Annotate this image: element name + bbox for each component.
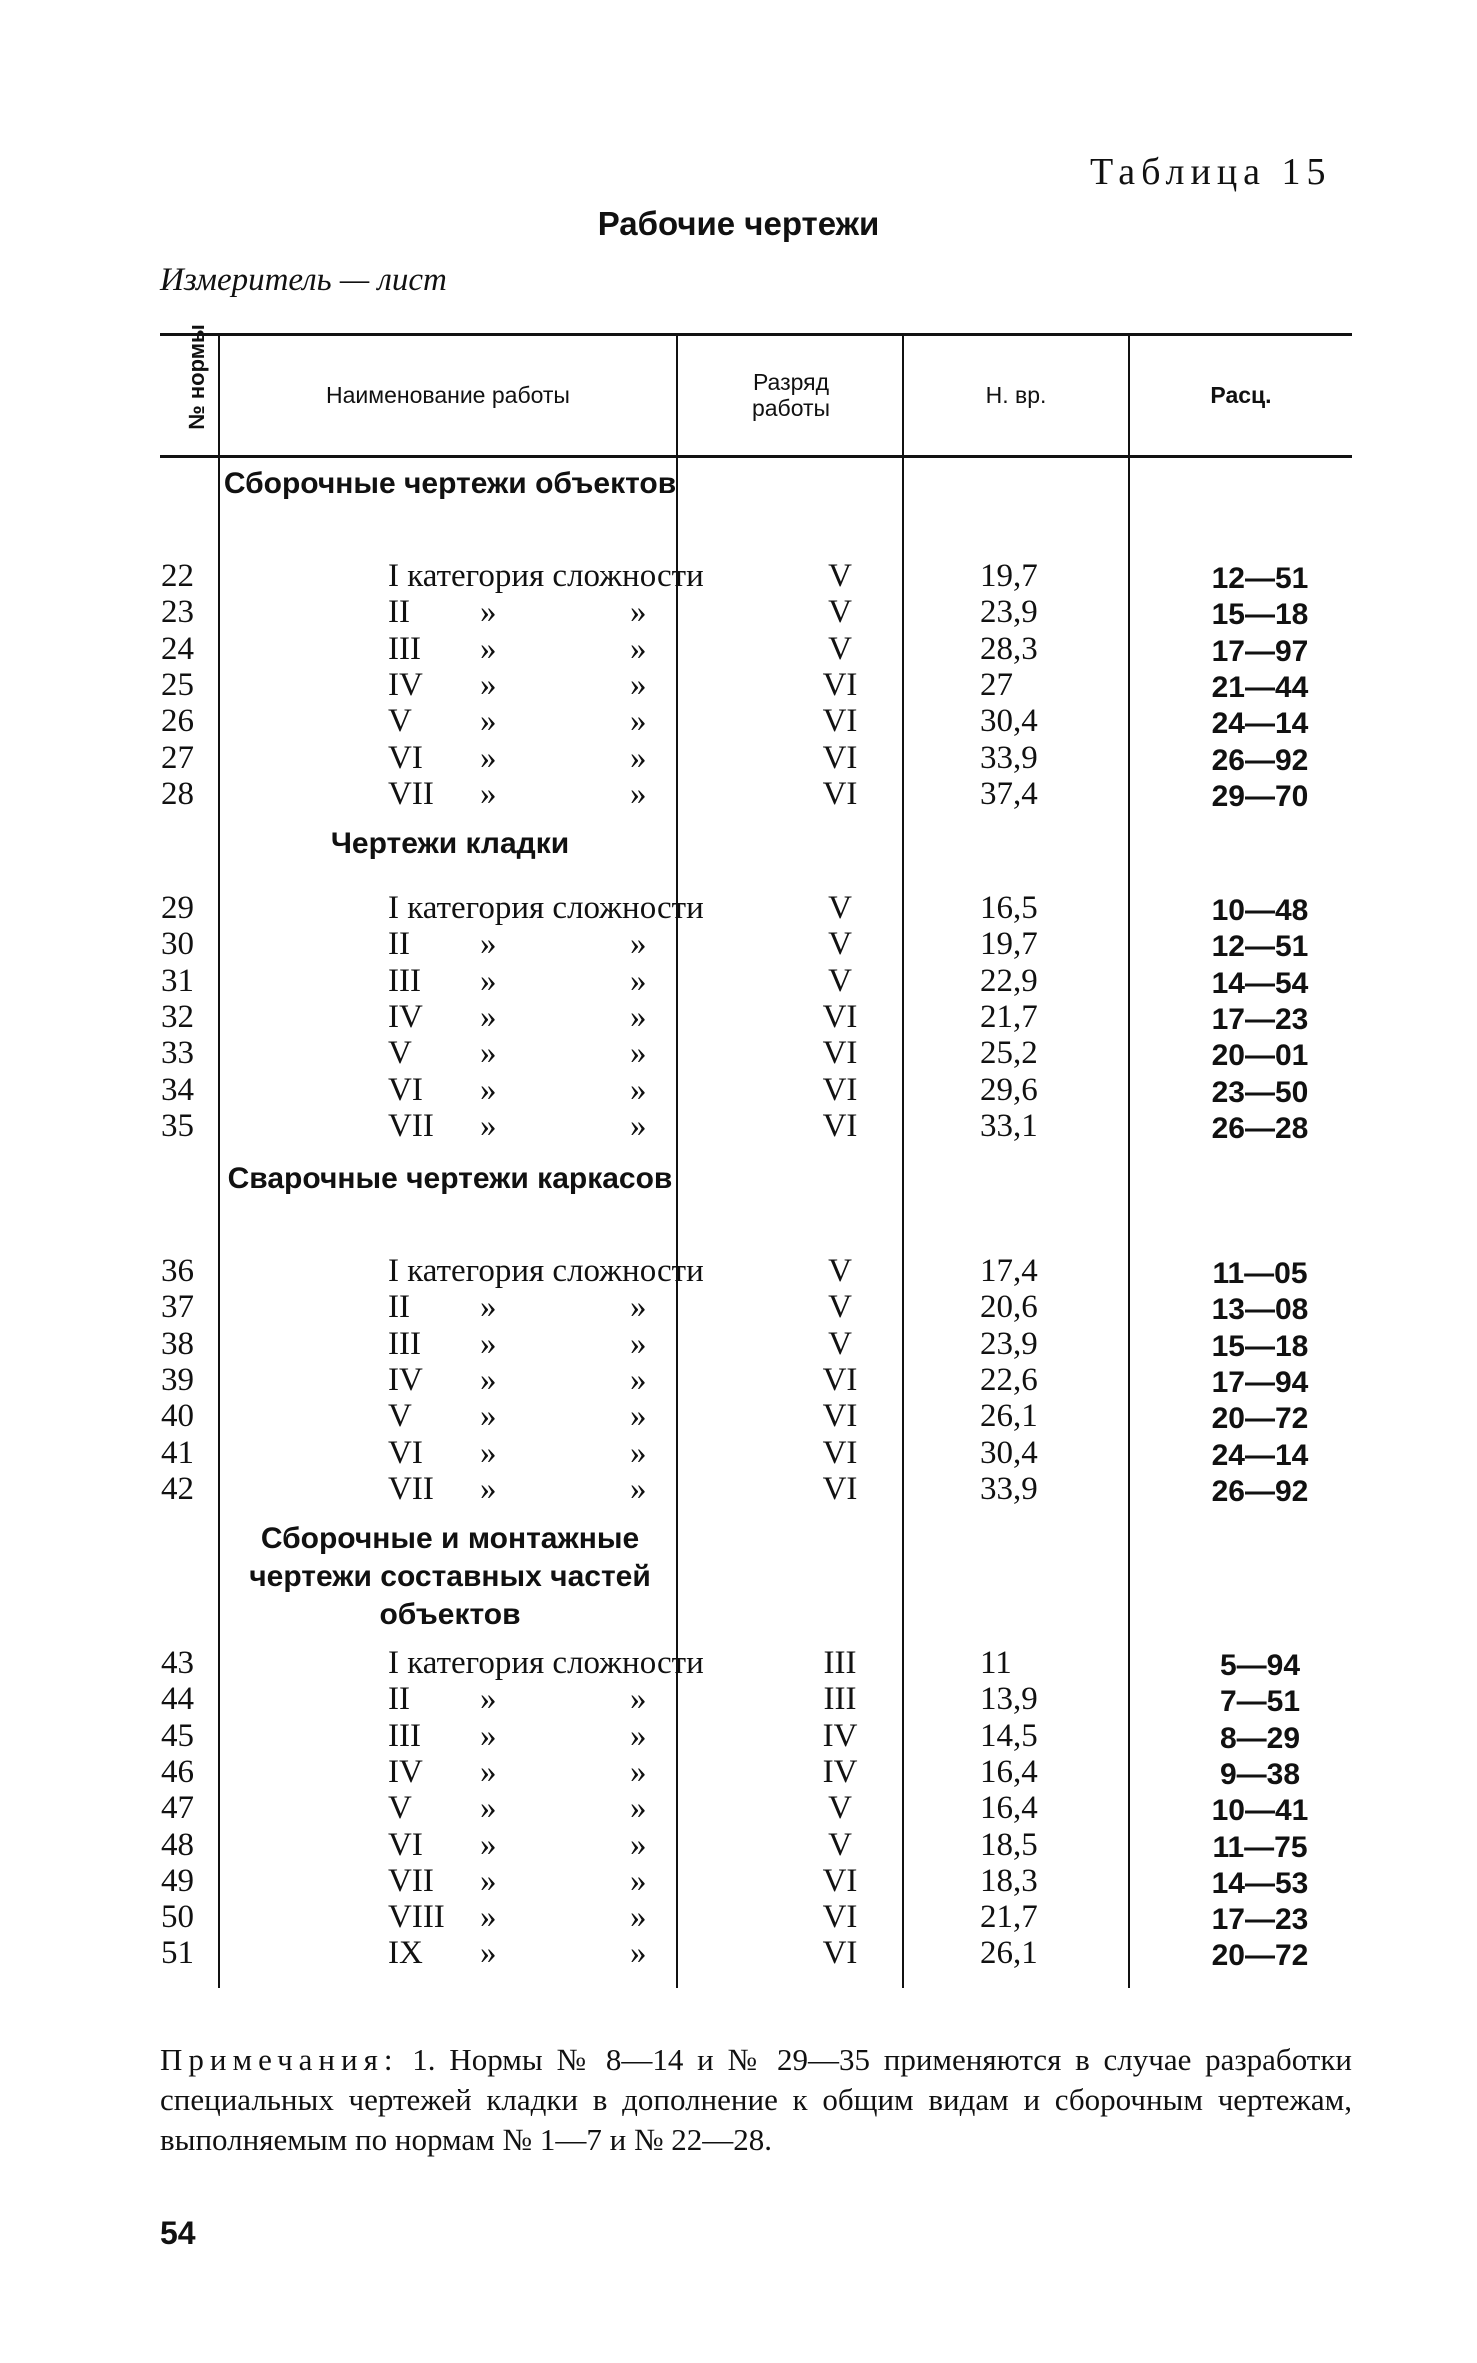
- ditto-mark: »: [480, 962, 497, 999]
- rate-value: 20—72: [1211, 1402, 1309, 1436]
- ditto-mark: »: [480, 1862, 497, 1899]
- rate-value: 14—53: [1211, 1866, 1309, 1900]
- ditto-mark: »: [630, 703, 647, 740]
- rate-value: 29—70: [1211, 779, 1309, 813]
- rate-value: 7—51: [1219, 1685, 1301, 1719]
- table-row: [150, 1435, 1350, 1471]
- work-name: VII: [388, 1107, 434, 1144]
- header-norm-number: № нормы: [184, 324, 209, 430]
- work-grade: V: [828, 890, 852, 926]
- norm-number: 22: [161, 558, 194, 594]
- table-row: [150, 999, 1350, 1035]
- time-norm: 11: [980, 1645, 1012, 1681]
- work-name: II: [388, 926, 410, 963]
- work-grade: V: [828, 1289, 852, 1326]
- work-grade: VI: [822, 1398, 858, 1435]
- work-name: IV: [388, 1753, 423, 1790]
- ditto-mark: »: [630, 1361, 647, 1398]
- ditto-mark: »: [480, 1753, 497, 1790]
- time-norm: 16,5: [980, 890, 1038, 926]
- table-row: [150, 1326, 1350, 1362]
- work-name: II: [388, 594, 410, 631]
- ditto-mark: »: [480, 630, 497, 667]
- norm-number: 23: [161, 594, 194, 631]
- work-grade: VI: [822, 1470, 858, 1507]
- norm-number: 41: [161, 1434, 194, 1471]
- ditto-mark: »: [630, 926, 647, 963]
- ditto-mark: »: [480, 1434, 497, 1471]
- work-grade: VI: [822, 775, 858, 812]
- ditto-mark: »: [480, 1289, 497, 1326]
- time-norm: 30,4: [980, 703, 1038, 740]
- work-name: III: [388, 1717, 421, 1754]
- norm-number: 42: [161, 1470, 194, 1507]
- rate-value: 11—05: [1212, 1257, 1308, 1290]
- time-norm: 37,4: [980, 775, 1038, 812]
- work-name: V: [388, 703, 412, 740]
- work-grade: VI: [822, 666, 858, 703]
- work-grade: VI: [822, 739, 858, 776]
- time-norm: 33,1: [980, 1107, 1038, 1144]
- rate-value: 11—75: [1212, 1830, 1308, 1864]
- table-row: [150, 1108, 1350, 1144]
- footnote-lead: Примечания:: [160, 2042, 399, 2077]
- norm-number: 48: [161, 1826, 194, 1863]
- norm-number: 29: [161, 890, 194, 926]
- work-grade: V: [828, 1325, 852, 1362]
- work-grade: VI: [822, 1071, 858, 1108]
- norm-number: 46: [161, 1753, 194, 1790]
- norm-number: 32: [161, 998, 194, 1035]
- ditto-mark: »: [480, 1035, 497, 1072]
- time-norm: 18,5: [980, 1826, 1038, 1863]
- header-grade: Разряд работы: [751, 368, 831, 421]
- norm-number: 31: [161, 962, 194, 999]
- work-name: V: [388, 1398, 412, 1435]
- ditto-mark: »: [480, 1470, 497, 1507]
- ditto-mark: »: [480, 666, 497, 703]
- time-norm: 14,5: [980, 1717, 1038, 1754]
- norm-number: 27: [161, 739, 194, 776]
- table-row: [150, 1253, 1350, 1289]
- work-name: VI: [388, 1071, 423, 1108]
- ditto-mark: »: [630, 1470, 647, 1507]
- ditto-mark: »: [630, 1826, 647, 1863]
- rate-value: 20—72: [1211, 1939, 1309, 1973]
- work-name: II: [388, 1289, 410, 1326]
- ditto-mark: »: [480, 926, 497, 963]
- table-row: [150, 1899, 1350, 1935]
- norm-number: 50: [161, 1899, 194, 1936]
- ditto-mark: »: [480, 594, 497, 631]
- norm-number: 47: [161, 1790, 194, 1827]
- work-name: I категория сложности: [388, 1645, 704, 1681]
- table-row: [150, 703, 1350, 739]
- norm-number: 44: [161, 1681, 194, 1718]
- time-norm: 17,4: [980, 1253, 1038, 1289]
- rate-value: 12—51: [1211, 562, 1309, 595]
- work-grade: V: [828, 630, 852, 667]
- norm-number: 37: [161, 1289, 194, 1326]
- work-grade: IV: [822, 1717, 858, 1754]
- table-row: [150, 926, 1350, 962]
- table-row: [150, 1289, 1350, 1325]
- ditto-mark: »: [630, 1681, 647, 1718]
- time-norm: 25,2: [980, 1035, 1038, 1072]
- rate-value: 15—18: [1211, 1329, 1309, 1363]
- time-norm: 29,6: [980, 1071, 1038, 1108]
- work-name: IX: [388, 1935, 423, 1972]
- norm-number: 35: [161, 1107, 194, 1144]
- work-name: II: [388, 1681, 410, 1718]
- work-grade: III: [823, 1681, 857, 1718]
- rate-value: 10—41: [1211, 1794, 1309, 1828]
- time-norm: 22,9: [980, 962, 1038, 999]
- ditto-mark: »: [630, 998, 647, 1035]
- work-grade: V: [828, 962, 852, 999]
- table-top-rule: [160, 333, 1352, 336]
- work-name: III: [388, 962, 421, 999]
- work-grade: VI: [822, 1899, 858, 1936]
- work-grade: V: [828, 594, 852, 631]
- rate-value: 17—23: [1211, 1002, 1309, 1036]
- time-norm: 27: [980, 666, 1013, 703]
- norm-number: 24: [161, 630, 194, 667]
- rate-value: 12—51: [1211, 930, 1309, 964]
- norm-number: 36: [161, 1253, 194, 1289]
- table-row: [150, 1362, 1350, 1398]
- header-rate: Расц.: [1210, 381, 1272, 408]
- work-grade: VI: [822, 1107, 858, 1144]
- ditto-mark: »: [480, 1325, 497, 1362]
- work-grade: III: [823, 1645, 857, 1681]
- work-name: IV: [388, 666, 423, 703]
- work-name: III: [388, 1325, 421, 1362]
- table-row: [150, 776, 1350, 812]
- time-norm: 22,6: [980, 1361, 1038, 1398]
- ditto-mark: »: [630, 1398, 647, 1435]
- norm-number: 43: [161, 1645, 194, 1681]
- work-grade: V: [828, 558, 852, 594]
- work-name: VII: [388, 1470, 434, 1507]
- work-grade: IV: [822, 1753, 858, 1790]
- work-grade: V: [828, 1826, 852, 1863]
- ditto-mark: »: [480, 1826, 497, 1863]
- norm-number: 26: [161, 703, 194, 740]
- table-row: [150, 1035, 1350, 1071]
- rate-value: 24—14: [1211, 1438, 1309, 1472]
- work-name: V: [388, 1035, 412, 1072]
- rate-value: 15—18: [1211, 598, 1309, 632]
- ditto-mark: »: [630, 1434, 647, 1471]
- work-name: VI: [388, 739, 423, 776]
- ditto-mark: »: [630, 1717, 647, 1754]
- ditto-mark: »: [480, 1398, 497, 1435]
- ditto-mark: »: [630, 666, 647, 703]
- work-name: VII: [388, 775, 434, 812]
- ditto-mark: »: [630, 1753, 647, 1790]
- rate-value: 24—14: [1211, 707, 1309, 741]
- rate-value: 10—48: [1211, 894, 1309, 927]
- rate-value: 23—50: [1211, 1075, 1309, 1109]
- section-title: Чертежи кладки: [330, 827, 570, 860]
- ditto-mark: »: [630, 962, 647, 999]
- table-row: [150, 740, 1350, 776]
- work-grade: VI: [822, 1434, 858, 1471]
- rate-value: 17—94: [1211, 1365, 1309, 1399]
- table-row: [150, 1072, 1350, 1108]
- norm-number: 51: [161, 1935, 194, 1972]
- rate-value: 9—38: [1219, 1757, 1301, 1791]
- table-row: [150, 890, 1350, 926]
- norm-number: 28: [161, 775, 194, 812]
- ditto-mark: »: [630, 1935, 647, 1972]
- table-row: [150, 1718, 1350, 1754]
- header-time-norm: Н. вр.: [985, 381, 1047, 408]
- work-grade: VI: [822, 998, 858, 1035]
- work-grade: V: [828, 926, 852, 963]
- time-norm: 23,9: [980, 594, 1038, 631]
- norm-number: 25: [161, 666, 194, 703]
- ditto-mark: »: [630, 1325, 647, 1362]
- ditto-mark: »: [630, 1899, 647, 1936]
- ditto-mark: »: [480, 1071, 497, 1108]
- work-name: VI: [388, 1434, 423, 1471]
- ditto-mark: »: [480, 1790, 497, 1827]
- work-grade: V: [828, 1253, 852, 1289]
- work-name: I категория сложности: [388, 1253, 704, 1289]
- footnote-text: 1. Нормы № 8—14 и № 29—35 применяются в случае разработки специальных чертежей кладки в дополнение к общим видам и сборочным чертежам, выполняемым по нормам № 1—7 и № 22—28.: [160, 2042, 1352, 2157]
- table-row: [150, 1754, 1350, 1790]
- rate-value: 26—28: [1211, 1111, 1309, 1145]
- page-number: 54: [160, 2215, 196, 2251]
- ditto-mark: »: [630, 1790, 647, 1827]
- norm-number: 34: [161, 1071, 194, 1108]
- table-row: [150, 631, 1350, 667]
- rate-value: 14—54: [1211, 966, 1309, 1000]
- table-label: Таблица 15: [1090, 151, 1332, 193]
- norm-number: 39: [161, 1361, 194, 1398]
- rate-value: 26—92: [1211, 1474, 1309, 1508]
- rate-value: 8—29: [1219, 1721, 1301, 1755]
- work-grade: VI: [822, 1361, 858, 1398]
- time-norm: 26,1: [980, 1935, 1038, 1972]
- time-norm: 13,9: [980, 1681, 1038, 1718]
- work-name: VII: [388, 1862, 434, 1899]
- time-norm: 23,9: [980, 1325, 1038, 1362]
- table-row: [150, 558, 1350, 594]
- ditto-mark: »: [480, 1717, 497, 1754]
- norm-number: 33: [161, 1035, 194, 1072]
- ditto-mark: »: [630, 1107, 647, 1144]
- norm-number: 30: [161, 926, 194, 963]
- time-norm: 18,3: [980, 1862, 1038, 1899]
- work-grade: VI: [822, 703, 858, 740]
- ditto-mark: »: [480, 739, 497, 776]
- work-name: VI: [388, 1826, 423, 1863]
- work-name: IV: [388, 998, 423, 1035]
- time-norm: 30,4: [980, 1434, 1038, 1471]
- table-row: [150, 1471, 1350, 1507]
- time-norm: 33,9: [980, 1470, 1038, 1507]
- work-name: V: [388, 1790, 412, 1827]
- work-name: VIII: [388, 1899, 445, 1936]
- rate-value: 21—44: [1211, 670, 1309, 704]
- ditto-mark: »: [480, 775, 497, 812]
- rate-value: 17—23: [1211, 1903, 1309, 1937]
- ditto-mark: »: [630, 630, 647, 667]
- norm-number: 49: [161, 1862, 194, 1899]
- work-name: III: [388, 630, 421, 667]
- rate-value: 17—97: [1211, 634, 1309, 668]
- time-norm: 26,1: [980, 1398, 1038, 1435]
- measure-unit: Измеритель — лист: [160, 262, 447, 298]
- ditto-mark: »: [480, 1899, 497, 1936]
- table-row: [150, 1935, 1350, 1971]
- work-grade: VI: [822, 1862, 858, 1899]
- page-title: Рабочие чертежи: [597, 205, 880, 242]
- table-row: [150, 1645, 1350, 1681]
- table-row: [150, 963, 1350, 999]
- time-norm: 19,7: [980, 558, 1038, 594]
- table-row: [150, 594, 1350, 630]
- time-norm: 21,7: [980, 1899, 1038, 1936]
- header-bottom-rule: [160, 455, 1352, 458]
- ditto-mark: »: [630, 1071, 647, 1108]
- table-row: [150, 1681, 1350, 1717]
- footnote: [160, 2040, 1352, 2160]
- work-name: IV: [388, 1361, 423, 1398]
- work-name: I категория сложности: [388, 890, 704, 926]
- norm-number: 38: [161, 1325, 194, 1362]
- ditto-mark: »: [480, 998, 497, 1035]
- work-grade: VI: [822, 1935, 858, 1972]
- time-norm: 28,3: [980, 630, 1038, 667]
- time-norm: 33,9: [980, 739, 1038, 776]
- section-title: Сварочные чертежи каркасов: [227, 1162, 673, 1195]
- ditto-mark: »: [480, 703, 497, 740]
- ditto-mark: »: [630, 1289, 647, 1326]
- rate-value: 13—08: [1211, 1293, 1309, 1327]
- work-name: I категория сложности: [388, 558, 704, 594]
- time-norm: 19,7: [980, 926, 1038, 963]
- ditto-mark: »: [630, 739, 647, 776]
- norm-number: 45: [161, 1717, 194, 1754]
- table-row: [150, 667, 1350, 703]
- ditto-mark: »: [630, 1035, 647, 1072]
- time-norm: 20,6: [980, 1289, 1038, 1326]
- norm-number: 40: [161, 1398, 194, 1435]
- ditto-mark: »: [480, 1681, 497, 1718]
- ditto-mark: »: [480, 1361, 497, 1398]
- ditto-mark: »: [630, 1862, 647, 1899]
- time-norm: 16,4: [980, 1753, 1038, 1790]
- table-row: [150, 1827, 1350, 1863]
- time-norm: 16,4: [980, 1790, 1038, 1827]
- work-grade: VI: [822, 1035, 858, 1072]
- section-title: Сборочные чертежи объектов: [223, 467, 677, 500]
- header-work-name: Наименование работы: [326, 381, 570, 408]
- ditto-mark: »: [630, 775, 647, 812]
- rate-value: 5—94: [1219, 1649, 1301, 1682]
- section-title: Сборочные и монтажные чертежи составных частей объектов: [249, 1522, 651, 1631]
- rate-value: 26—92: [1211, 743, 1309, 777]
- table-row: [150, 1398, 1350, 1434]
- rate-value: 20—01: [1211, 1039, 1309, 1073]
- work-grade: V: [828, 1790, 852, 1827]
- ditto-mark: »: [480, 1107, 497, 1144]
- time-norm: 21,7: [980, 998, 1038, 1035]
- table-row: [150, 1863, 1350, 1899]
- ditto-mark: »: [480, 1935, 497, 1972]
- ditto-mark: »: [630, 594, 647, 631]
- table-row: [150, 1790, 1350, 1826]
